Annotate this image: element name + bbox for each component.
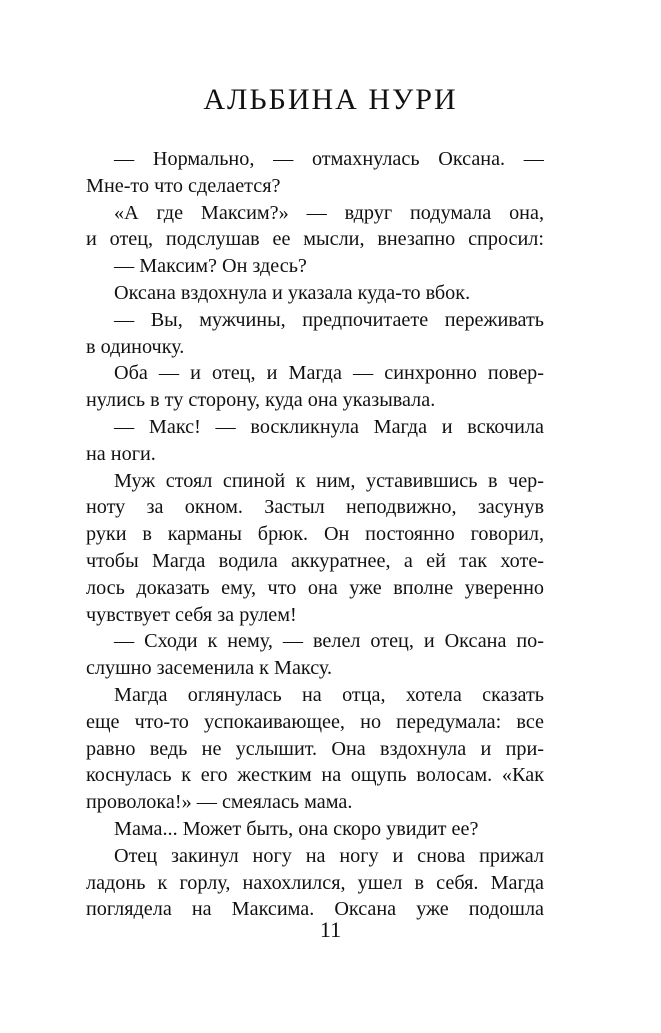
- text-line: в одиночку.: [86, 335, 185, 358]
- text-line: Магда оглянулась на отца, хотела сказать: [114, 683, 544, 706]
- text-line: Оба — и отец, и Магда — синхронно повер-: [114, 362, 544, 385]
- text-line: Оксана вздохнула и указала куда-то вбок.: [114, 281, 471, 304]
- text-line: Муж стоял спиной к ним, уставившись в чер-: [114, 469, 544, 492]
- running-title: АЛЬБИНА НУРИ: [203, 83, 458, 116]
- text-line: ладонь к горлу, нахохлился, ушел в себя. Магда: [86, 871, 544, 894]
- text-line: коснулась к его жестким на ощупь волосам. «Как: [86, 764, 544, 787]
- text-line: Отец закинул ногу на ногу и снова прижал: [114, 844, 544, 867]
- text-line: на ноги.: [86, 442, 156, 465]
- text-line: нулись в ту сторону, куда она указывала.: [86, 389, 436, 412]
- text-line: «А где Максим?» — вдруг подумала она,: [114, 201, 544, 224]
- text-line: проволока!» — смеялась мама.: [86, 791, 353, 814]
- text-line: лось доказать ему, что она уже вполне уверенно: [86, 576, 544, 599]
- text-line: — Максим? Он здесь?: [114, 255, 307, 278]
- text-line: Мама... Может быть, она скоро увидит ее?: [114, 817, 479, 840]
- text-line: — Макс! — воскликнула Магда и вскочила: [114, 415, 544, 438]
- text-line: равно ведь не услышит. Она вздохнула и при-: [86, 737, 544, 760]
- text-line: еще что-то успокаивающее, но передумала: все: [86, 710, 544, 733]
- text-line: Мне-то что сделается?: [86, 174, 281, 197]
- text-line: — Вы, мужчины, предпочитаете переживать: [114, 308, 544, 331]
- text-line: чувствует себя за рулем!: [86, 603, 297, 626]
- page-number: 11: [319, 917, 342, 942]
- text-line: слушно засеменила к Максу.: [86, 657, 333, 680]
- text-line: — Нормально, — отмахнулась Оксана. —: [114, 148, 544, 170]
- text-line: ноту за окном. Застыл неподвижно, засунув: [86, 496, 544, 519]
- text-line: и отец, подслушав ее мысли, внезапно спросил:: [86, 228, 544, 251]
- text-line: чтобы Магда водила аккуратнее, а ей так хоте-: [86, 549, 544, 572]
- text-line: руки в карманы брюк. Он постоянно говорил,: [86, 523, 544, 546]
- text-line: — Сходи к нему, — велел отец, и Оксана по-: [114, 630, 544, 653]
- text-line: поглядела на Максима. Оксана уже подошла: [86, 898, 544, 921]
- body-text: [86, 146, 544, 923]
